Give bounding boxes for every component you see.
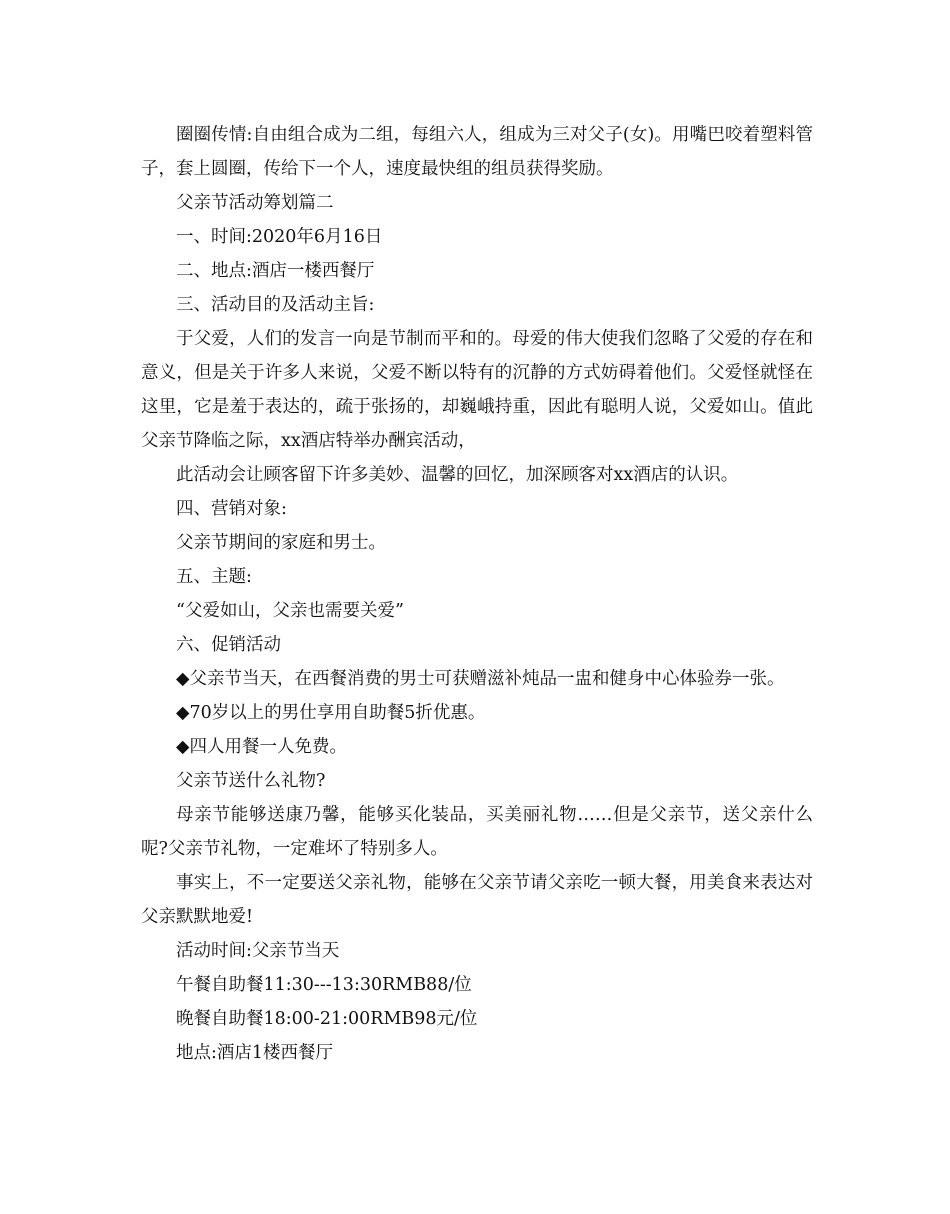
paragraph-dinner-suggestion: 事实上，不一定要送父亲礼物，能够在父亲节请父亲吃一顿大餐，用美食来表达对父亲默默地爱! [141, 873, 813, 927]
paragraph-game-rules: 圈圈传情:自由组合成为二组，每组六人，组成为三对父子(女)。用嘴巴咬着塑料管子，套上圆圈，传给下一个人，速度最快组的组员获得奖励。 [141, 125, 813, 179]
item-time: 一、时间:2020年6月16日 [176, 227, 383, 247]
paragraph-marketing-target: 父亲节期间的家庭和男士。 [176, 533, 386, 553]
bullet-promotion-discount: ◆70岁以上的男仕享用自助餐5折优惠。 [176, 703, 486, 723]
document-body [141, 118, 813, 1070]
paragraph-mothers-day-compare: 母亲节能够送康乃馨，能够买化装品，买美丽礼物……但是父亲节，送父亲什么呢?父亲节礼物，一定难坏了特别多人。 [141, 805, 813, 859]
item-lunch-buffet: 午餐自助餐11:30---13:30RMB88/位 [176, 975, 472, 995]
item-marketing-target-heading: 四、营销对象: [176, 499, 287, 519]
item-theme-heading: 五、主题: [176, 567, 252, 587]
item-activity-location: 地点:酒店1楼西餐厅 [176, 1043, 334, 1063]
paragraph-theme: “父爱如山，父亲也需要关爱” [176, 601, 404, 621]
subheading-gift-question: 父亲节送什么礼物? [176, 771, 326, 791]
item-purpose-heading: 三、活动目的及活动主旨: [176, 295, 375, 315]
paragraph-customer-memories: 此活动会让顾客留下许多美妙、温馨的回忆，加深顾客对xx酒店的认识。 [176, 465, 739, 485]
item-activity-time: 活动时间:父亲节当天 [176, 941, 340, 961]
item-dinner-buffet: 晚餐自助餐18:00-21:00RMB98元/位 [176, 1009, 478, 1029]
item-promotion-heading: 六、促销活动 [176, 635, 281, 655]
bullet-promotion-gift: ◆父亲节当天，在西餐消费的男士可获赠滋补炖品一盅和健身中心体验券一张。 [176, 669, 785, 689]
bullet-promotion-free-meal: ◆四人用餐一人免费。 [176, 737, 347, 757]
item-location: 二、地点:酒店一楼西餐厅 [176, 261, 375, 281]
paragraph-fatherly-love: 于父爱，人们的发言一向是节制而平和的。母爱的伟大使我们忽略了父爱的存在和意义，但是关于许多人来说，父爱不断以特有的沉静的方式妨碍着他们。父爱怪就怪在这里，它是羞于表达的，疏于张扬的，却巍峨持重，因此有聪明人说，父爱如山。值此父亲节降临之际，xx酒店特举办酬宾活动， [141, 329, 813, 451]
section-title-plan-two: 父亲节活动筹划篇二 [176, 193, 334, 213]
